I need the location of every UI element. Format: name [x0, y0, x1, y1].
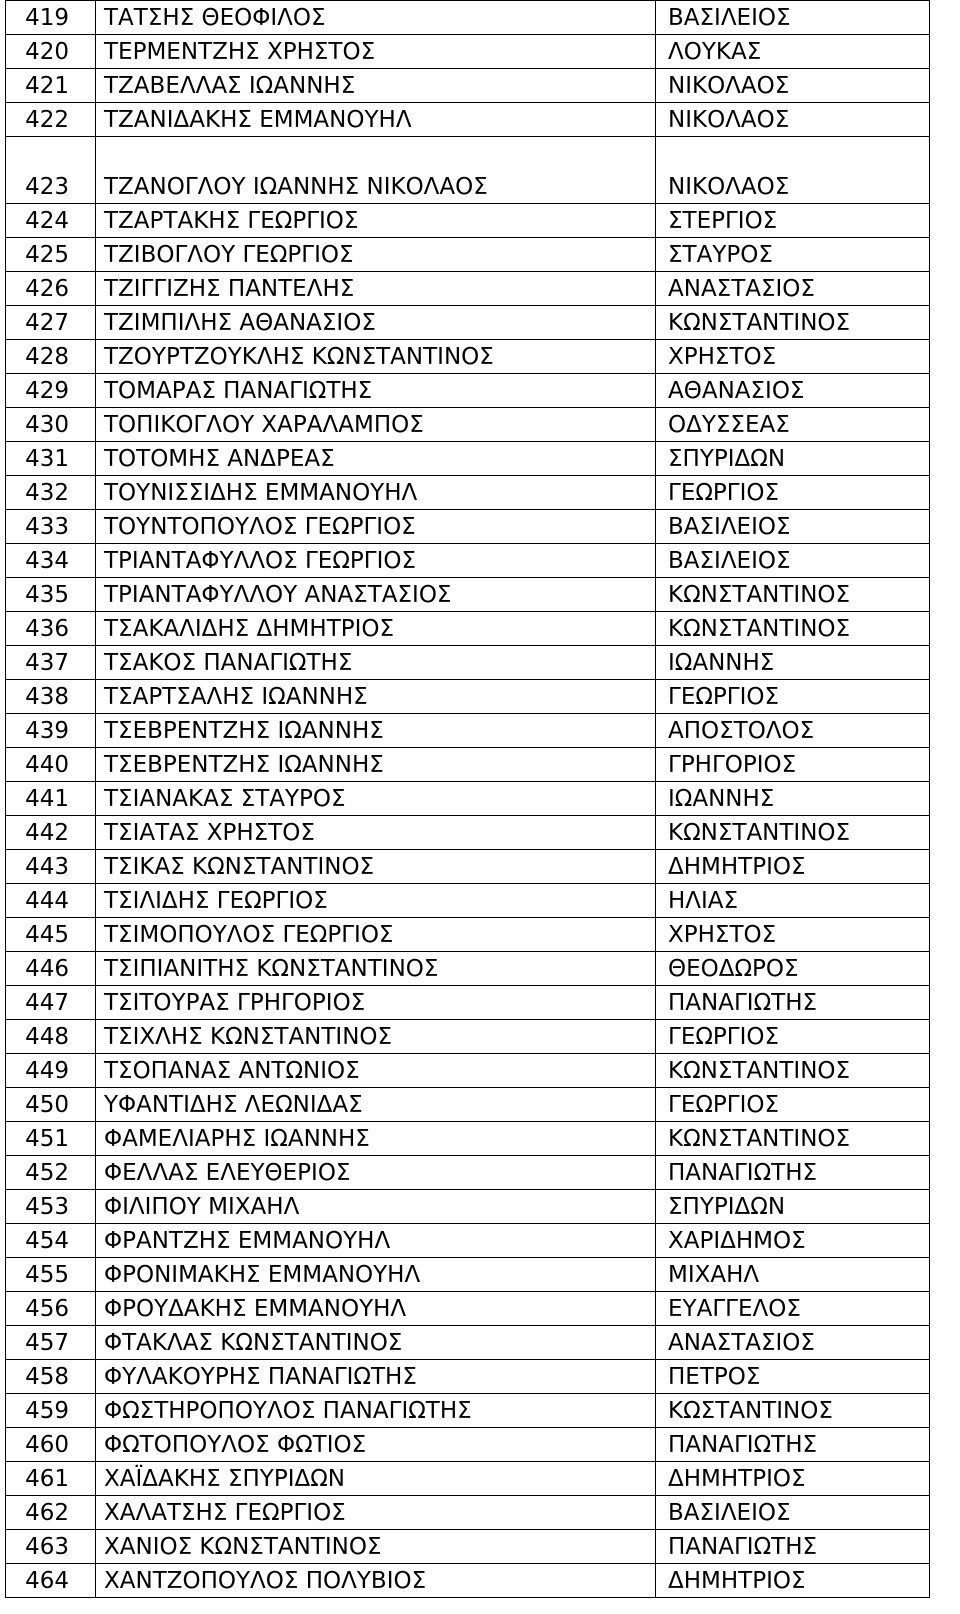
table-row [6, 578, 930, 612]
father-name-cell: ΓΕΩΡΓΙΟΣ [656, 1020, 930, 1054]
father-name-cell: ΝΙΚΟΛΑΟΣ [656, 103, 930, 137]
table-row [6, 476, 930, 510]
row-number-cell: 439 [6, 714, 96, 748]
father-name-cell: ΚΩΣΤΑΝΤΙΝΟΣ [656, 1394, 930, 1428]
father-name-cell: ΗΛΙΑΣ [656, 884, 930, 918]
row-number-cell: 426 [6, 272, 96, 306]
table-row [6, 1224, 930, 1258]
row-number-cell: 451 [6, 1122, 96, 1156]
table-row [6, 1394, 930, 1428]
full-name-cell: ΤΡΙΑΝΤΑΦΥΛΛΟΥ ΑΝΑΣΤΑΣΙΟΣ [96, 578, 656, 612]
table-row [6, 1, 930, 35]
father-name-cell: ΑΝΑΣΤΑΣΙΟΣ [656, 1326, 930, 1360]
row-number-cell: 431 [6, 442, 96, 476]
father-name-cell: ΚΩΝΣΤΑΝΤΙΝΟΣ [656, 1122, 930, 1156]
table-row [6, 35, 930, 69]
row-number-cell: 447 [6, 986, 96, 1020]
full-name-cell: ΤΟΥΝΤΟΠΟΥΛΟΣ ΓΕΩΡΓΙΟΣ [96, 510, 656, 544]
names-table-body [6, 1, 930, 1598]
father-name-cell: ΠΑΝΑΓΙΩΤΗΣ [656, 1428, 930, 1462]
table-row [6, 714, 930, 748]
table-row [6, 884, 930, 918]
table-row [6, 1292, 930, 1326]
table-row [6, 816, 930, 850]
full-name-cell: ΤΣΙΑΤΑΣ ΧΡΗΣΤΟΣ [96, 816, 656, 850]
full-name-cell: ΤΣΙΑΝΑΚΑΣ ΣΤΑΥΡΟΣ [96, 782, 656, 816]
father-name-cell: ΔΗΜΗΤΡΙΟΣ [656, 1462, 930, 1496]
table-row [6, 1258, 930, 1292]
full-name-cell: ΤΣΟΠΑΝΑΣ ΑΝΤΩΝΙΟΣ [96, 1054, 656, 1088]
full-name-cell: ΤΣΙΚΑΣ ΚΩΝΣΤΑΝΤΙΝΟΣ [96, 850, 656, 884]
names-table [5, 0, 930, 1598]
full-name-cell: ΤΣΙΧΛΗΣ ΚΩΝΣΤΑΝΤΙΝΟΣ [96, 1020, 656, 1054]
father-name-cell: ΣΤΕΡΓΙΟΣ [656, 204, 930, 238]
table-row [6, 1054, 930, 1088]
full-name-cell: ΦΤΑΚΛΑΣ ΚΩΝΣΤΑΝΤΙΝΟΣ [96, 1326, 656, 1360]
table-row [6, 680, 930, 714]
full-name-cell: ΧΑΝΙΟΣ ΚΩΝΣΤΑΝΤΙΝΟΣ [96, 1530, 656, 1564]
father-name-cell: ΓΡΗΓΟΡΙΟΣ [656, 748, 930, 782]
table-row [6, 748, 930, 782]
table-row [6, 306, 930, 340]
father-name-cell: ΚΩΝΣΤΑΝΤΙΝΟΣ [656, 306, 930, 340]
table-row [6, 1496, 930, 1530]
full-name-cell: ΤΟΠΙΚΟΓΛΟΥ ΧΑΡΑΛΑΜΠΟΣ [96, 408, 656, 442]
table-row [6, 850, 930, 884]
row-number-cell: 464 [6, 1564, 96, 1598]
row-number-cell: 462 [6, 1496, 96, 1530]
full-name-cell: ΤΣΑΚΑΛΙΔΗΣ ΔΗΜΗΤΡΙΟΣ [96, 612, 656, 646]
table-row [6, 612, 930, 646]
father-name-cell: ΕΥΑΓΓΕΛΟΣ [656, 1292, 930, 1326]
table-row [6, 1190, 930, 1224]
table-row [6, 1530, 930, 1564]
table-row [6, 238, 930, 272]
row-number-cell: 460 [6, 1428, 96, 1462]
row-number-cell: 449 [6, 1054, 96, 1088]
table-row [6, 1020, 930, 1054]
table-row [6, 544, 930, 578]
full-name-cell: ΦΙΛΙΠΟΥ ΜΙΧΑΗΛ [96, 1190, 656, 1224]
row-number-cell: 458 [6, 1360, 96, 1394]
father-name-cell: ΣΠΥΡΙΔΩΝ [656, 442, 930, 476]
full-name-cell: ΤΖΙΓΓΙΖΗΣ ΠΑΝΤΕΛΗΣ [96, 272, 656, 306]
full-name-cell: ΦΡΟΥΔΑΚΗΣ ΕΜΜΑΝΟΥΗΛ [96, 1292, 656, 1326]
table-row [6, 646, 930, 680]
row-number-cell: 457 [6, 1326, 96, 1360]
father-name-cell: ΠΕΤΡΟΣ [656, 1360, 930, 1394]
father-name-cell: ΙΩΑΝΝΗΣ [656, 646, 930, 680]
row-number-cell: 427 [6, 306, 96, 340]
father-name-cell: ΠΑΝΑΓΙΩΤΗΣ [656, 986, 930, 1020]
row-number-cell: 425 [6, 238, 96, 272]
table-row [6, 1564, 930, 1598]
full-name-cell: ΤΖΑΡΤΑΚΗΣ ΓΕΩΡΓΙΟΣ [96, 204, 656, 238]
full-name-cell: ΦΡΑΝΤΖΗΣ ΕΜΜΑΝΟΥΗΛ [96, 1224, 656, 1258]
father-name-cell: ΧΑΡΙΔΗΜΟΣ [656, 1224, 930, 1258]
full-name-cell: ΤΕΡΜΕΝΤΖΗΣ ΧΡΗΣΤΟΣ [96, 35, 656, 69]
row-number-cell: 455 [6, 1258, 96, 1292]
full-name-cell: ΤΡΙΑΝΤΑΦΥΛΛΟΣ ΓΕΩΡΓΙΟΣ [96, 544, 656, 578]
row-number-cell: 444 [6, 884, 96, 918]
father-name-cell: ΙΩΑΝΝΗΣ [656, 782, 930, 816]
father-name-cell: ΘΕΟΔΩΡΟΣ [656, 952, 930, 986]
full-name-cell: ΤΣΙΛΙΔΗΣ ΓΕΩΡΓΙΟΣ [96, 884, 656, 918]
father-name-cell: ΒΑΣΙΛΕΙΟΣ [656, 1, 930, 35]
table-row [6, 272, 930, 306]
father-name-cell: ΠΑΝΑΓΙΩΤΗΣ [656, 1156, 930, 1190]
table-row [6, 103, 930, 137]
father-name-cell: ΑΠΟΣΤΟΛΟΣ [656, 714, 930, 748]
row-number-cell: 429 [6, 374, 96, 408]
table-row [6, 918, 930, 952]
full-name-cell: ΤΣΑΚΟΣ ΠΑΝΑΓΙΩΤΗΣ [96, 646, 656, 680]
father-name-cell: ΝΙΚΟΛΑΟΣ [656, 69, 930, 103]
table-row [6, 1156, 930, 1190]
row-number-cell: 437 [6, 646, 96, 680]
row-number-cell: 420 [6, 35, 96, 69]
full-name-cell: ΥΦΑΝΤΙΔΗΣ ΛΕΩΝΙΔΑΣ [96, 1088, 656, 1122]
full-name-cell: ΤΣΕΒΡΕΝΤΖΗΣ ΙΩΑΝΝΗΣ [96, 714, 656, 748]
table-row [6, 374, 930, 408]
father-name-cell: ΚΩΝΣΤΑΝΤΙΝΟΣ [656, 816, 930, 850]
row-number-cell: 432 [6, 476, 96, 510]
row-number-cell: 435 [6, 578, 96, 612]
row-number-cell: 433 [6, 510, 96, 544]
father-name-cell: ΔΗΜΗΤΡΙΟΣ [656, 1564, 930, 1598]
full-name-cell: ΧΑΝΤΖΟΠΟΥΛΟΣ ΠΟΛΥΒΙΟΣ [96, 1564, 656, 1598]
table-row [6, 1122, 930, 1156]
row-number-cell: 463 [6, 1530, 96, 1564]
row-number-cell: 461 [6, 1462, 96, 1496]
row-number-cell: 446 [6, 952, 96, 986]
table-row [6, 442, 930, 476]
father-name-cell: ΑΝΑΣΤΑΣΙΟΣ [656, 272, 930, 306]
full-name-cell: ΤΟΥΝΙΣΣΙΔΗΣ ΕΜΜΑΝΟΥΗΛ [96, 476, 656, 510]
father-name-cell: ΧΡΗΣΤΟΣ [656, 918, 930, 952]
row-number-cell: 421 [6, 69, 96, 103]
father-name-cell: ΠΑΝΑΓΙΩΤΗΣ [656, 1530, 930, 1564]
table-row [6, 986, 930, 1020]
father-name-cell: ΒΑΣΙΛΕΙΟΣ [656, 544, 930, 578]
full-name-cell: ΤΟΤΟΜΗΣ ΑΝΔΡΕΑΣ [96, 442, 656, 476]
full-name-cell: ΦΕΛΛΑΣ ΕΛΕΥΘΕΡΙΟΣ [96, 1156, 656, 1190]
father-name-cell: ΣΠΥΡΙΔΩΝ [656, 1190, 930, 1224]
full-name-cell: ΤΑΤΣΗΣ ΘΕΟΦΙΛΟΣ [96, 1, 656, 35]
full-name-cell: ΦΡΟΝΙΜΑΚΗΣ ΕΜΜΑΝΟΥΗΛ [96, 1258, 656, 1292]
row-number-cell: 423 [6, 137, 96, 204]
father-name-cell: ΛΟΥΚΑΣ [656, 35, 930, 69]
table-row [6, 340, 930, 374]
row-number-cell: 430 [6, 408, 96, 442]
father-name-cell: ΒΑΣΙΛΕΙΟΣ [656, 510, 930, 544]
table-row [6, 137, 930, 204]
full-name-cell: ΤΖΙΜΠΙΛΗΣ ΑΘΑΝΑΣΙΟΣ [96, 306, 656, 340]
father-name-cell: ΟΔΥΣΣΕΑΣ [656, 408, 930, 442]
father-name-cell: ΓΕΩΡΓΙΟΣ [656, 476, 930, 510]
row-number-cell: 422 [6, 103, 96, 137]
father-name-cell: ΝΙΚΟΛΑΟΣ [656, 137, 930, 204]
full-name-cell: ΤΣΙΜΟΠΟΥΛΟΣ ΓΕΩΡΓΙΟΣ [96, 918, 656, 952]
row-number-cell: 453 [6, 1190, 96, 1224]
full-name-cell: ΤΟΜΑΡΑΣ ΠΑΝΑΓΙΩΤΗΣ [96, 374, 656, 408]
full-name-cell: ΦΩΤΟΠΟΥΛΟΣ ΦΩΤΙΟΣ [96, 1428, 656, 1462]
full-name-cell: ΤΣΑΡΤΣΑΛΗΣ ΙΩΑΝΝΗΣ [96, 680, 656, 714]
full-name-cell: ΤΣΙΤΟΥΡΑΣ ΓΡΗΓΟΡΙΟΣ [96, 986, 656, 1020]
row-number-cell: 441 [6, 782, 96, 816]
table-row [6, 782, 930, 816]
full-name-cell: ΧΑΛΑΤΣΗΣ ΓΕΩΡΓΙΟΣ [96, 1496, 656, 1530]
full-name-cell: ΤΖΟΥΡΤΖΟΥΚΛΗΣ ΚΩΝΣΤΑΝΤΙΝΟΣ [96, 340, 656, 374]
row-number-cell: 438 [6, 680, 96, 714]
row-number-cell: 436 [6, 612, 96, 646]
table-row [6, 408, 930, 442]
father-name-cell: ΓΕΩΡΓΙΟΣ [656, 1088, 930, 1122]
father-name-cell: ΓΕΩΡΓΙΟΣ [656, 680, 930, 714]
row-number-cell: 440 [6, 748, 96, 782]
full-name-cell: ΦΩΣΤΗΡΟΠΟΥΛΟΣ ΠΑΝΑΓΙΩΤΗΣ [96, 1394, 656, 1428]
row-number-cell: 443 [6, 850, 96, 884]
full-name-cell: ΤΖΑΝΟΓΛΟΥ ΙΩΑΝΝΗΣ ΝΙΚΟΛΑΟΣ [96, 137, 656, 204]
table-row [6, 1462, 930, 1496]
table-row [6, 1088, 930, 1122]
full-name-cell: ΤΣΙΠΙΑΝΙΤΗΣ ΚΩΝΣΤΑΝΤΙΝΟΣ [96, 952, 656, 986]
row-number-cell: 424 [6, 204, 96, 238]
row-number-cell: 442 [6, 816, 96, 850]
row-number-cell: 456 [6, 1292, 96, 1326]
full-name-cell: ΤΣΕΒΡΕΝΤΖΗΣ ΙΩΑΝΝΗΣ [96, 748, 656, 782]
table-row [6, 69, 930, 103]
father-name-cell: ΣΤΑΥΡΟΣ [656, 238, 930, 272]
row-number-cell: 448 [6, 1020, 96, 1054]
full-name-cell: ΤΖΙΒΟΓΛΟΥ ΓΕΩΡΓΙΟΣ [96, 238, 656, 272]
row-number-cell: 445 [6, 918, 96, 952]
father-name-cell: ΚΩΝΣΤΑΝΤΙΝΟΣ [656, 612, 930, 646]
document-sheet [5, 0, 929, 1598]
row-number-cell: 454 [6, 1224, 96, 1258]
full-name-cell: ΤΖΑΒΕΛΛΑΣ ΙΩΑΝΝΗΣ [96, 69, 656, 103]
full-name-cell: ΤΖΑΝΙΔΑΚΗΣ ΕΜΜΑΝΟΥΗΛ [96, 103, 656, 137]
father-name-cell: ΜΙΧΑΗΛ [656, 1258, 930, 1292]
row-number-cell: 428 [6, 340, 96, 374]
full-name-cell: ΦΥΛΑΚΟΥΡΗΣ ΠΑΝΑΓΙΩΤΗΣ [96, 1360, 656, 1394]
row-number-cell: 419 [6, 1, 96, 35]
table-row [6, 1326, 930, 1360]
father-name-cell: ΚΩΝΣΤΑΝΤΙΝΟΣ [656, 578, 930, 612]
table-row [6, 1428, 930, 1462]
full-name-cell: ΧΑΪΔΑΚΗΣ ΣΠΥΡΙΔΩΝ [96, 1462, 656, 1496]
table-row [6, 1360, 930, 1394]
row-number-cell: 434 [6, 544, 96, 578]
full-name-cell: ΦΑΜΕΛΙΑΡΗΣ ΙΩΑΝΝΗΣ [96, 1122, 656, 1156]
father-name-cell: ΚΩΝΣΤΑΝΤΙΝΟΣ [656, 1054, 930, 1088]
row-number-cell: 450 [6, 1088, 96, 1122]
father-name-cell: ΒΑΣΙΛΕΙΟΣ [656, 1496, 930, 1530]
table-row [6, 204, 930, 238]
row-number-cell: 459 [6, 1394, 96, 1428]
table-row [6, 952, 930, 986]
father-name-cell: ΑΘΑΝΑΣΙΟΣ [656, 374, 930, 408]
row-number-cell: 452 [6, 1156, 96, 1190]
father-name-cell: ΧΡΗΣΤΟΣ [656, 340, 930, 374]
table-row [6, 510, 930, 544]
father-name-cell: ΔΗΜΗΤΡΙΟΣ [656, 850, 930, 884]
